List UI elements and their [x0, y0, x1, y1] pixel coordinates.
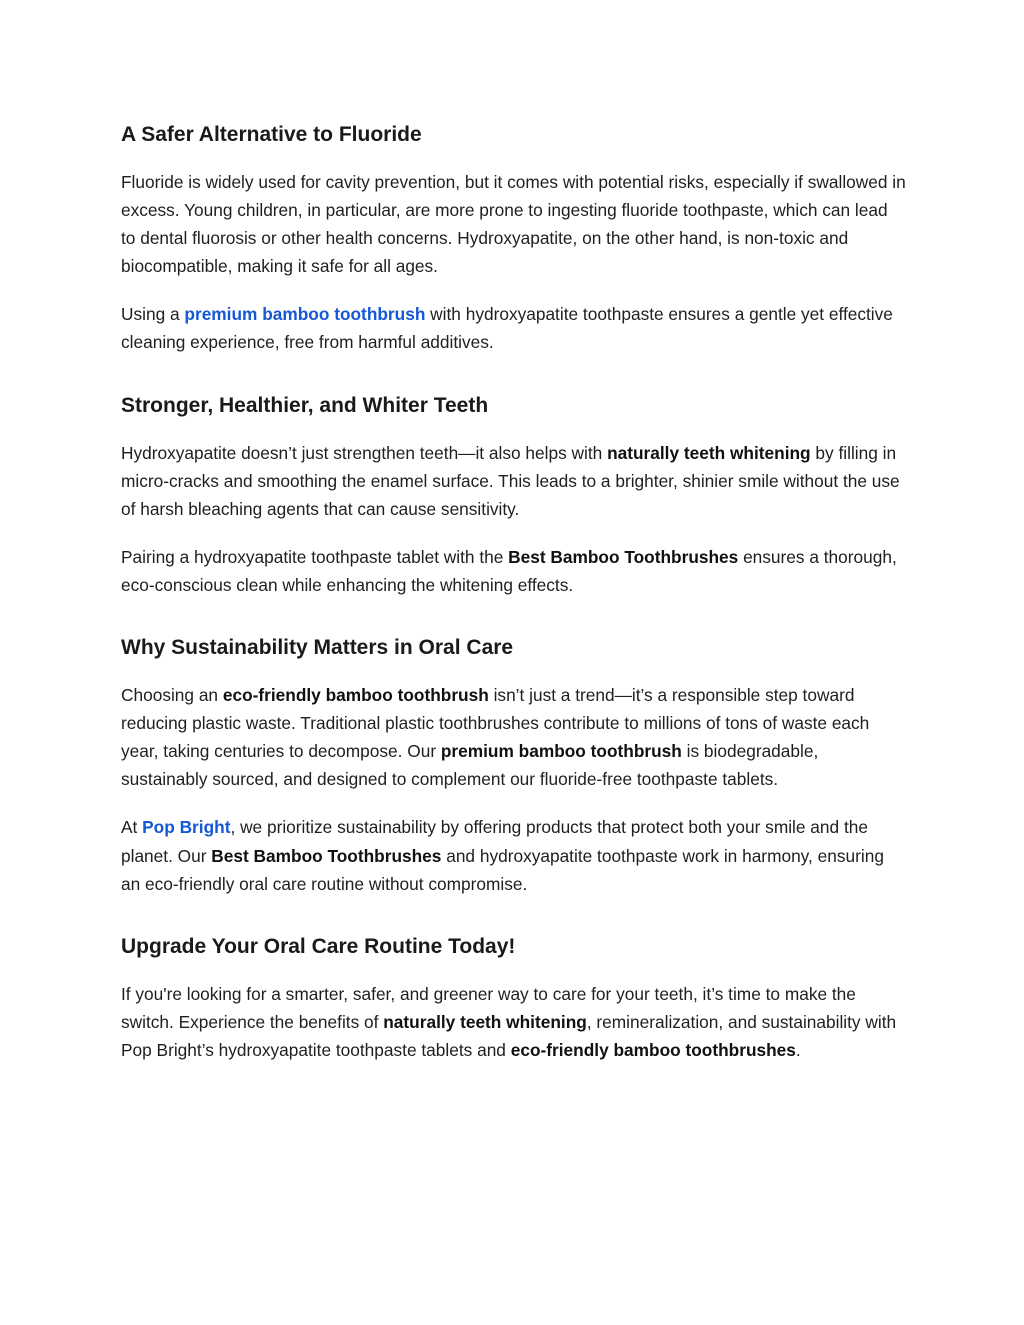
bold-best-bamboo-toothbrushes: Best Bamboo Toothbrushes	[211, 845, 442, 866]
text-span: , remineralization, and sustainability with Pop Bright’s hydroxyapatite toothpaste tablets and	[121, 1011, 897, 1060]
bold-naturally-teeth-whitening: naturally teeth whitening	[383, 1011, 587, 1032]
bold-eco-friendly-bamboo-toothbrushes: eco-friendly bamboo toothbrushes	[510, 1039, 796, 1060]
section-heading-sustainability: Why Sustainability Matters in Oral Care	[121, 636, 514, 660]
text-span: Choosing an	[121, 685, 223, 706]
paragraph-whitening	[121, 439, 906, 523]
text-span: Using a	[121, 304, 185, 325]
text-span: is biodegradable, sustainably sourced, and designed to complement our fluoride-free toothpaste tablets.	[121, 741, 819, 790]
text-span: Pairing a hydroxyapatite toothpaste tablet with the	[121, 546, 509, 567]
section-heading-upgrade: Upgrade Your Oral Care Routine Today!	[121, 934, 516, 958]
bold-best-bamboo-toothbrushes: Best Bamboo Toothbrushes	[508, 546, 739, 567]
text-span: by filling in micro-cracks and smoothing the enamel surface. This leads to a brighter, shinier smile without the use of harsh bleaching agents that can cause sensitivity.	[121, 442, 900, 519]
paragraph-pop-bright	[121, 813, 906, 897]
text-span: .	[795, 1039, 801, 1060]
text-span: isn’t just a trend—it’s a responsible step toward reducing plastic waste. Traditional plastic toothbrushes contribute to millions of tons of waste each year, taking centuries to decompose. Our	[121, 685, 870, 762]
paragraph-eco-friendly	[121, 681, 906, 793]
premium-bamboo-toothbrush-link[interactable]: premium bamboo toothbrush	[184, 304, 426, 325]
text-span: with hydroxyapatite toothpaste ensures a gentle yet effective cleaning experience, free from harmful additives.	[121, 304, 893, 353]
section-heading-stronger-teeth: Stronger, Healthier, and Whiter Teeth	[121, 393, 489, 417]
paragraph-fluoride-risks: Fluoride is widely used for cavity prevention, but it comes with potential risks, especially if swallowed in excess. Young children, in particular, are more prone to ingesting fluoride toothpaste, which can lead to dental fluorosis or other health concerns. Hydroxyapatite, on the other hand, is non-toxic and biocompatible, making it safe for all ages.	[121, 172, 906, 277]
pop-bright-link[interactable]: Pop Bright	[142, 817, 231, 838]
paragraph-pairing	[121, 543, 906, 599]
section-heading-fluoride: A Safer Alternative to Fluoride	[121, 123, 422, 146]
bold-eco-friendly-bamboo-toothbrush: eco-friendly bamboo toothbrush	[222, 685, 489, 706]
text-span: ensures a thorough, eco-conscious clean while enhancing the whitening effects.	[121, 546, 897, 595]
paragraph-upgrade	[121, 980, 906, 1064]
paragraph-bamboo-toothbrush	[121, 300, 906, 356]
text-span: At	[121, 817, 143, 838]
bold-naturally-teeth-whitening: naturally teeth whitening	[607, 442, 811, 463]
text-span: If you're looking for a smarter, safer, and greener way to care for your teeth, it’s time to make the switch. Experience the benefits of	[121, 983, 856, 1032]
text-span: and hydroxyapatite toothpaste work in harmony, ensuring an eco-friendly oral care routine without compromise.	[121, 845, 884, 894]
text-span: Hydroxyapatite doesn’t just strengthen teeth—it also helps with	[121, 442, 608, 463]
text-span: , we prioritize sustainability by offering products that protect both your smile and the planet. Our	[121, 817, 868, 866]
document-page	[121, 118, 906, 1064]
bold-premium-bamboo-toothbrush: premium bamboo toothbrush	[440, 741, 682, 762]
